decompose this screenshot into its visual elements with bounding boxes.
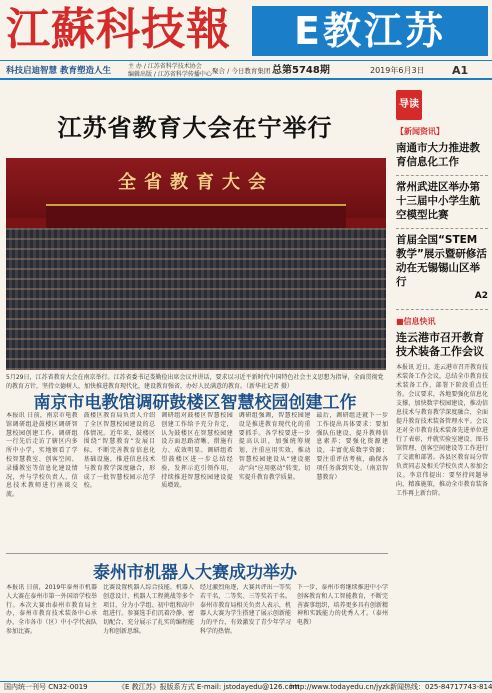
article-body <box>6 584 388 678</box>
section-divider <box>6 553 388 554</box>
audience-rows <box>6 228 386 370</box>
sidebar-section-news: 【新闻资讯】 <box>396 127 444 136</box>
sidebar <box>396 90 488 498</box>
sidebar-news-body: 本报讯 近日，连云港市召开教育技术装备工作会议，总结全市教育技术装备工作，部署下阶段重点任务。会议要求，各地要强化信息化支撑，加快数字校园建设，推动信息技术与教育教学深度融合，全面提升教育技术装备管理水平。会议还对全市教育技术装备先进单位进行了表彰，并就实验室建设、图书馆管理、创客空间建设等工作进行了交流和部署。各县区教育局分管负责同志及相关学校负责人参加会议。李京伟提出：要坚持问题导向，精准施策，推动全市教育装备工作再上新台阶。 <box>396 364 488 497</box>
footer-issn: 国内统一刊号 CN32-0019 <box>4 683 88 691</box>
photo-caption: 5月29日，江苏省教育大会在南京举行。江苏省委书记娄勤俭出席会议并讲话，要求以习近平新时代中国特色社会主义思想为指导，全面贯彻党的教育方针，坚持立德树人，加快推进教育现代化，建设教育强省，办好人民满意的教育。（新华社记者 摄） <box>6 374 384 390</box>
sidebar-section-flash: ■信息快讯 <box>396 317 436 326</box>
guide-label: 导读 <box>396 90 422 120</box>
publisher-line: 编辑出版 / 江苏省科学传播中心 <box>128 71 212 78</box>
sidebar-item-title: 首届全国“STEM 教学”展示暨研修活动在无锡锡山区举行 <box>396 234 487 288</box>
article-paragraph: 最后，调研组还就下一步工作提出具体要求：要加强队伍建设，提升教师信息素养；要强化资源建设，丰富优质数字资源；要注重评估考核，确保各项任务落到实处。（南京智慧教育） <box>316 412 388 481</box>
conference-photo <box>6 158 386 370</box>
article-paragraph: 本报讯 日前，2019年泰州市机器人大赛在泰州市第一外国语学校举行。本次大赛由泰州市教育局主办，泰州市教育技术装备中心承办，全市各市（区）中小学代表队参加比赛。 <box>6 584 97 635</box>
footer-phone: 新闻热线：025-84717743-814 <box>390 683 492 691</box>
stage-banner: 全省教育大会 <box>118 172 274 193</box>
issue-number: 总第5748期 <box>272 65 330 76</box>
article-paragraph: 本报讯 日前，南京市电教馆调研组赴鼓楼区调研智慧校园创建工作。调研组一行先后走访了辖区内多所中小学，实地察看了学校智慧教室、创客空间、录播教室等信息化建设情况，并与学校负责人、信息技术教师进行座谈交流。 <box>6 412 78 499</box>
article-paragraph: 下一步，泰州市将继续推进中小学创客教育和人工智能教育，不断完善赛事组织，培养更多具有创新精神和实践能力的优秀人才。（泰州电教） <box>297 584 388 627</box>
info-bar <box>0 60 492 80</box>
footer-url[interactable]: http://www.todayedu.cn/jyzk <box>290 683 390 691</box>
footer <box>0 681 492 693</box>
page-number: A1 <box>452 64 469 77</box>
divider <box>396 175 488 176</box>
sponsor-info <box>128 63 212 79</box>
issue-date: 2019年6月3日 <box>370 66 425 75</box>
article-paragraph: 调研组对鼓楼区智慧校园创建工作给予充分肯定，认为鼓楼区在智慧校园建设方面思路清晰、措施有力、成效明显。调研组希望鼓楼区进一步总结经验，发挥示范引领作用，持续推进智慧校园建设提质增效。 <box>161 412 233 490</box>
article-title: 泰州市机器人大赛成功举办 <box>93 563 297 583</box>
divider <box>396 309 488 310</box>
newspaper-masthead: 江蘇科技報 <box>6 4 231 55</box>
page-headline: 江苏省教育大会在宁举行 <box>57 114 333 142</box>
sidebar-item[interactable] <box>396 180 488 222</box>
sidebar-item[interactable] <box>396 141 488 169</box>
sponsor-line: 主 办 / 江苏省科学技术协会 <box>128 63 202 70</box>
slogan: 科技启迪智慧 教育塑造人生 <box>6 66 111 76</box>
sidebar-item-title: 常州武进区举办第十三届中小学生航空模型比赛 <box>396 181 480 221</box>
article-paragraph: 经过激烈角逐，大赛共评出一等奖若干名，二等奖、三等奖若干名。泰州市教育局相关负责人表示，机器人大赛为学生搭建了展示创新能力的平台，有效激发了青少年学习科学的热情。 <box>200 584 291 635</box>
article-paragraph: 调研组强调，智慧校园建设是推进教育现代化的重要抓手。各学校要进一步提高认识，加强统筹规划，注重应用实效，推动智慧校园建设从“建设驱动”向“应用驱动”转变，切实提升教育教学质量。 <box>238 412 311 481</box>
edition-title: E教江苏 <box>252 6 488 56</box>
sidebar-item[interactable] <box>396 233 488 303</box>
article-title: 南京市电教馆调研鼓楼区智慧校园创建工作 <box>33 393 357 413</box>
podium <box>46 204 346 230</box>
sidebar-item-page: A2 <box>474 291 488 301</box>
divider <box>396 228 488 229</box>
article-paragraph: 比赛设置机器人综合技能、机器人创意设计、机器人工程挑战等多个项目，分为小学组、初中组和高中组进行。参赛选手们沉着冷静、密切配合，充分展示了扎实的编程能力和创新思维。 <box>103 584 194 635</box>
sidebar-item-title: 南通市大力推进教育信息化工作 <box>396 142 480 168</box>
article-paragraph: 鼓楼区教育局负责人介绍了全区智慧校园建设的总体情况。近年来，鼓楼区围绕“智慧教育”发展目标，不断完善教育信息化基础设施，推进信息技术与教育教学深度融合，形成了一批智慧校园示范学校。 <box>83 412 156 490</box>
article-body <box>6 412 388 552</box>
channel-info: 聚合 / 今日教育集团 <box>212 67 271 75</box>
sidebar-news-title: 连云港市召开教育技术装备工作会议 <box>396 331 484 358</box>
footer-contact: 《E 教江苏》报版系方式 E-mail: jstodayedu@126.com <box>118 683 300 691</box>
